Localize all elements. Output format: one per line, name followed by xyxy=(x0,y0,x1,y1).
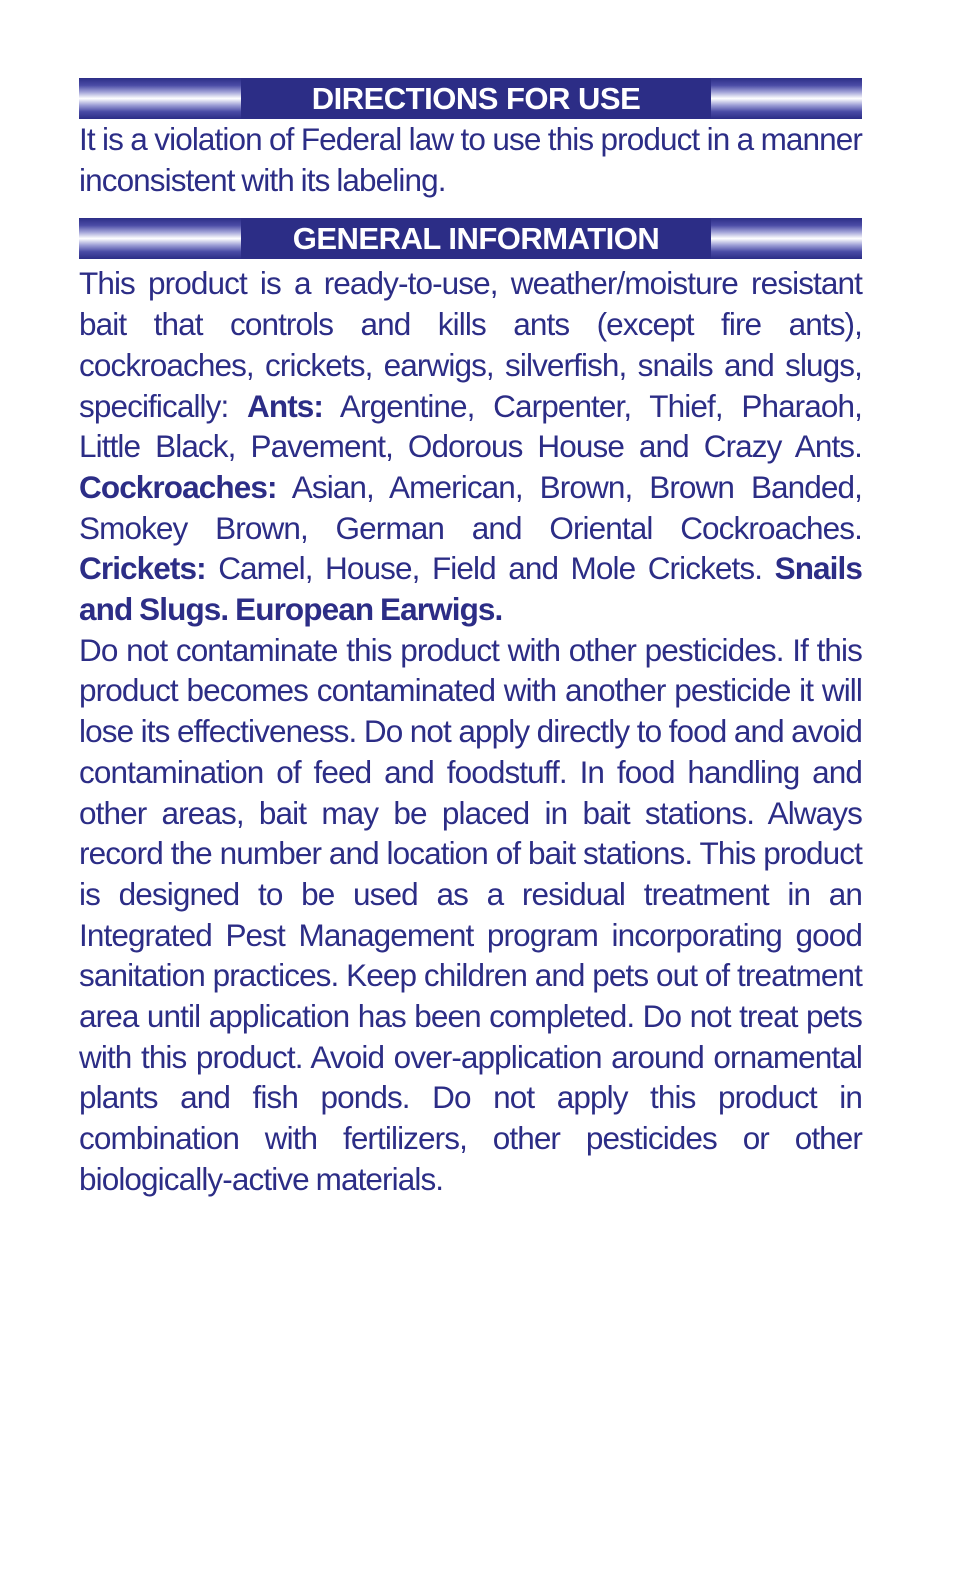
crickets-list: Camel, House, Field and Mole Crickets. xyxy=(205,550,775,587)
pests-intro: This product is a ready-to-use, weather/moisture resistant bait that controls and kills ants (except fire ants), cockroaches, crickets, earwigs, silverfish, snails and slugs, specifically: xyxy=(79,265,862,424)
cockroaches-list: Asian, American, Brown, Brown Banded, Smokey Brown, German and Oriental Cockroaches. xyxy=(79,468,862,546)
header-stripe-left xyxy=(79,78,241,119)
general-header-bar xyxy=(79,218,862,259)
general-paragraph-pests xyxy=(79,263,862,629)
crickets-label: Crickets: xyxy=(79,550,206,587)
header-stripe-right xyxy=(711,78,862,119)
snails-earwigs-label: Snails and Slugs. European Earwigs. xyxy=(79,550,862,628)
header-stripe-right xyxy=(711,218,862,259)
directions-title: DIRECTIONS FOR USE xyxy=(241,78,711,119)
ants-list: Argentine, Carpenter, Thief, Pharaoh, Little Black, Pavement, Odorous House and Crazy Ants. xyxy=(79,387,862,465)
directions-header-bar xyxy=(79,78,862,119)
general-paragraph-precautions: Do not contaminate this product with other pesticides. If this product becomes contaminated with another pesticide it will lose its effectiveness. Do not apply directly to food and avoid contamination of feed and foodstuff. In food handling and other areas, bait may be placed in bait stations. Always record the number and location of bait stations. This product is designed to be used as a residual treatment in an Integrated Pest Management program incorporating good sanitation practices. Keep children and pets out of treatment area until application has been completed. Do not treat pets with this product. Avoid over-application around ornamental plants and fish ponds. Do not apply this product in combination with fertilizers, other pesticides or other biologically-active materials. xyxy=(79,631,862,1197)
label-page xyxy=(79,78,862,1200)
general-title: GENERAL INFORMATION xyxy=(241,218,711,259)
ants-label: Ants: xyxy=(247,387,323,424)
header-stripe-left xyxy=(79,218,241,259)
directions-text: It is a violation of Federal law to use this product in a manner inconsistent with its labeling. xyxy=(79,121,862,198)
cockroaches-label: Cockroaches: xyxy=(79,468,277,505)
